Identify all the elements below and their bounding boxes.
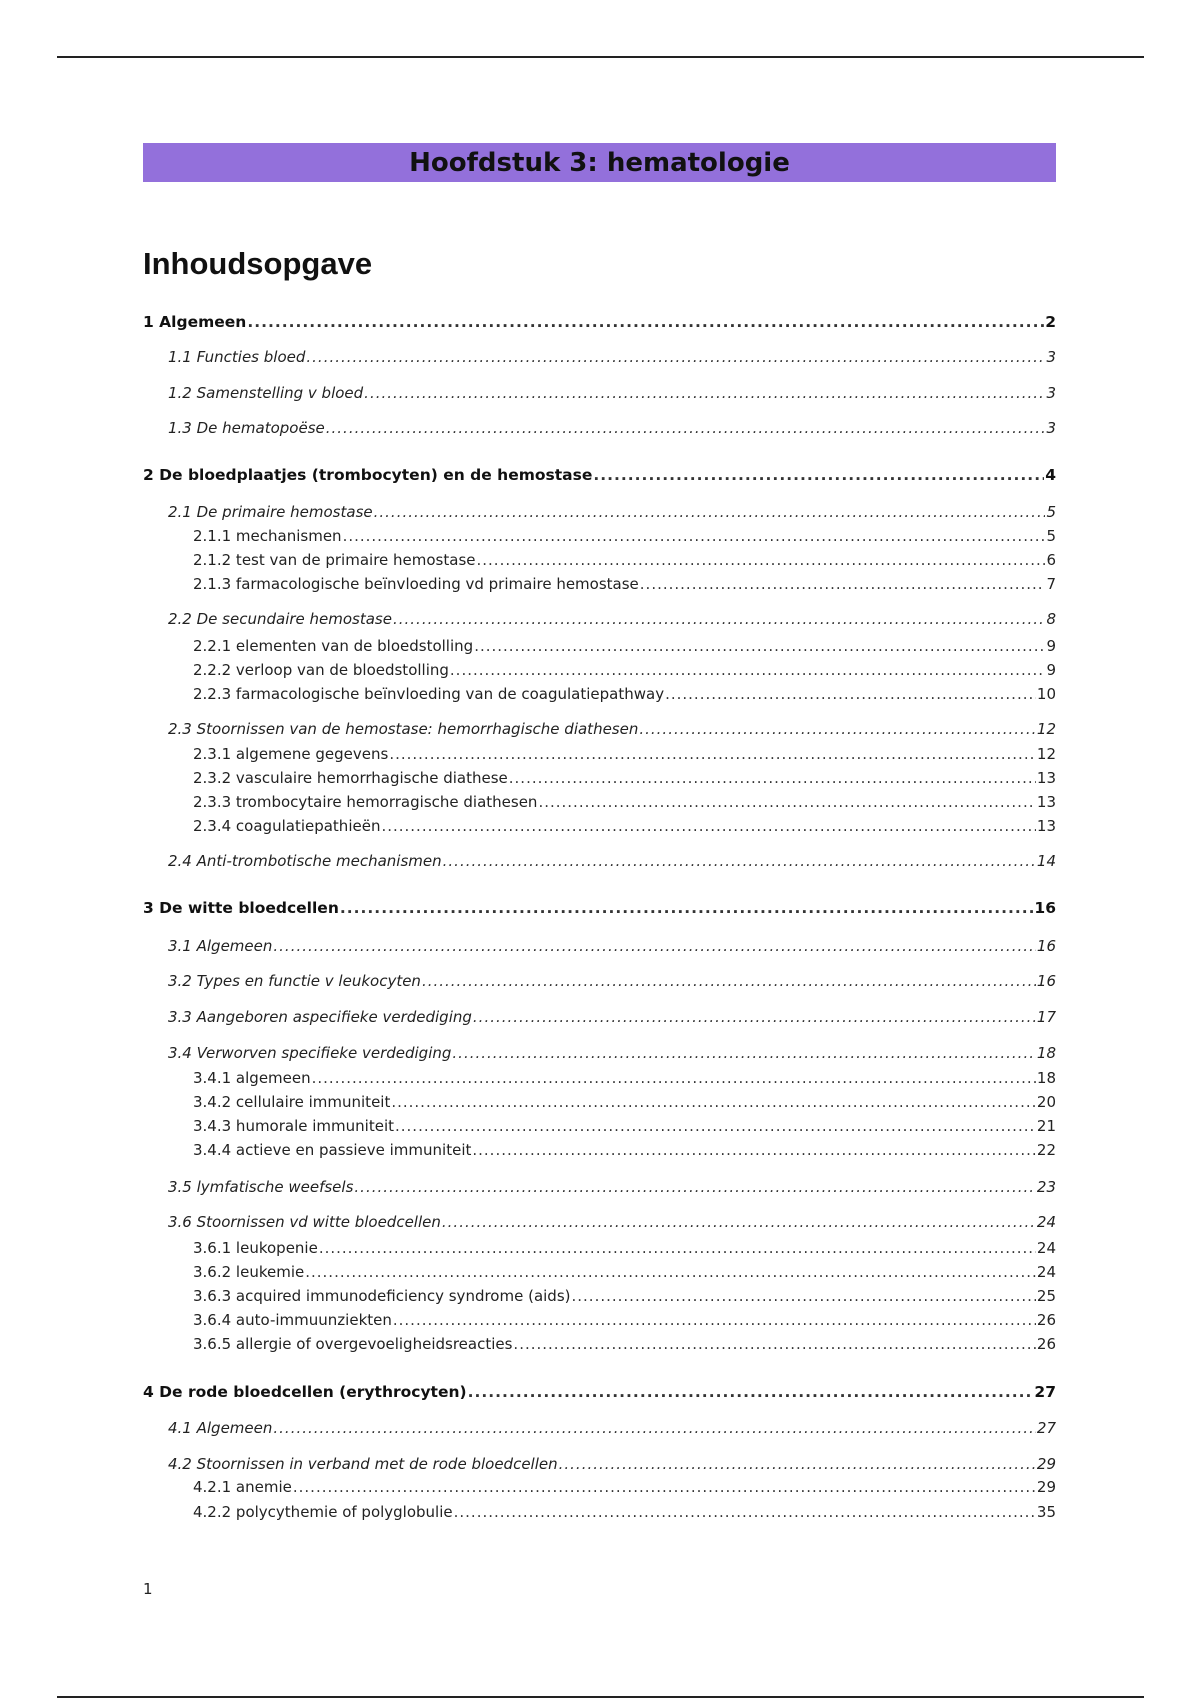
toc-entry[interactable] — [193, 1116, 1056, 1136]
toc-entry-label: 2.1.3 farmacologische beïnvloeding vd primaire hemostase — [193, 575, 639, 593]
chapter-title-bar — [143, 143, 1056, 182]
toc-leader-dots — [640, 574, 1046, 594]
toc-entry-page: 14 — [1036, 852, 1056, 870]
toc-leader-dots — [247, 312, 1044, 332]
toc-leader-dots — [340, 898, 1034, 918]
toc-entry-page: 20 — [1036, 1093, 1056, 1111]
toc-entry-page: 18 — [1036, 1069, 1056, 1087]
toc-entry-page: 10 — [1036, 685, 1056, 703]
toc-entry-page: 12 — [1036, 720, 1056, 738]
toc-leader-dots — [273, 1418, 1036, 1438]
toc-entry[interactable] — [168, 936, 1056, 956]
toc-leader-dots — [393, 609, 1045, 629]
toc-leader-dots — [509, 768, 1036, 788]
toc-leader-dots — [293, 1477, 1036, 1497]
toc-leader-dots — [442, 1212, 1036, 1232]
toc-entry-label: 2.2.2 verloop van de bloedstolling — [193, 661, 449, 679]
toc-entry-page: 22 — [1036, 1141, 1056, 1159]
toc-entry-label: 3.6.2 leukemie — [193, 1263, 305, 1281]
toc-entry[interactable] — [193, 744, 1056, 764]
toc-leader-dots — [343, 526, 1046, 546]
toc-entry[interactable] — [168, 1007, 1056, 1027]
toc-entry-page: 3 — [1046, 419, 1056, 437]
toc-entry-label: 3.3 Aangeboren aspecifieke verdediging — [168, 1008, 472, 1026]
toc-entry[interactable] — [193, 816, 1056, 836]
toc-entry-label: 3.4.4 actieve en passieve immuniteit — [193, 1141, 472, 1159]
toc-entry-page: 29 — [1036, 1455, 1056, 1473]
toc-entry-page: 26 — [1036, 1335, 1056, 1353]
toc-entry[interactable] — [193, 792, 1056, 812]
toc-entry-page: 2 — [1045, 313, 1056, 331]
toc-entry[interactable] — [168, 418, 1056, 438]
toc-leader-dots — [452, 1043, 1036, 1063]
toc-entry-label: 3.5 lymfatische weefsels — [168, 1178, 354, 1196]
toc-entry-page: 13 — [1036, 769, 1056, 787]
toc-entry-label: 3.4.1 algemeen — [193, 1069, 311, 1087]
toc-entry[interactable] — [193, 526, 1056, 546]
toc-entry-label: 3.4.3 humorale immuniteit — [193, 1117, 394, 1135]
toc-leader-dots — [354, 1177, 1036, 1197]
toc-entry-label: 2.2.3 farmacologische beïnvloeding van de coagulatiepathway — [193, 685, 665, 703]
toc-leader-dots — [393, 1310, 1036, 1330]
toc-entry-label: 2.3 Stoornissen van de hemostase: hemorrhagische diathesen — [168, 720, 639, 738]
toc-entry[interactable] — [143, 898, 1056, 918]
toc-entry[interactable] — [168, 383, 1056, 403]
toc-entry-label: 2.3.3 trombocytaire hemorragische diathesen — [193, 793, 538, 811]
toc-entry[interactable] — [193, 636, 1056, 656]
toc-entry[interactable] — [168, 1043, 1056, 1063]
toc-leader-dots — [472, 1140, 1036, 1160]
toc-leader-dots — [473, 1007, 1036, 1027]
toc-leader-dots — [374, 502, 1046, 522]
toc-entry-label: 3.1 Algemeen — [168, 937, 273, 955]
toc-entry[interactable] — [193, 1310, 1056, 1330]
toc-leader-dots — [391, 1092, 1036, 1112]
toc-entry-label: 4 De rode bloedcellen (erythrocyten) — [143, 1383, 467, 1401]
toc-leader-dots — [559, 1454, 1036, 1474]
toc-entry[interactable] — [193, 1477, 1056, 1497]
toc-entry[interactable] — [168, 971, 1056, 991]
toc-entry-page: 25 — [1036, 1287, 1056, 1305]
toc-entry[interactable] — [168, 719, 1056, 739]
toc-entry-label: 2.1.2 test van de primaire hemostase — [193, 551, 476, 569]
toc-entry-page: 3 — [1046, 348, 1056, 366]
toc-entry-label: 4.2 Stoornissen in verband met de rode bloedcellen — [168, 1455, 558, 1473]
toc-entry[interactable] — [193, 660, 1056, 680]
toc-entry[interactable] — [143, 312, 1056, 332]
toc-entry[interactable] — [168, 609, 1056, 629]
toc-entry-page: 29 — [1036, 1478, 1056, 1496]
toc-entry[interactable] — [193, 1286, 1056, 1306]
toc-entry-label: 2.1 De primaire hemostase — [168, 503, 373, 521]
toc-entry[interactable] — [193, 1068, 1056, 1088]
toc-entry-label: 3.6.4 auto-immuunziekten — [193, 1311, 392, 1329]
toc-entry-label: 3.6.5 allergie of overgevoeligheidsreacties — [193, 1335, 513, 1353]
toc-entry-page: 16 — [1034, 899, 1056, 917]
toc-leader-dots — [538, 792, 1035, 812]
toc-entry-page: 4 — [1045, 466, 1056, 484]
toc-entry-page: 8 — [1046, 610, 1056, 628]
toc-leader-dots — [381, 816, 1035, 836]
toc-entry-label: 3 De witte bloedcellen — [143, 899, 339, 917]
toc-entry[interactable] — [168, 347, 1056, 367]
toc-entry-label: 4.1 Algemeen — [168, 1419, 273, 1437]
toc-entry[interactable] — [168, 851, 1056, 871]
toc-entry-page: 16 — [1036, 937, 1056, 955]
toc-entry-label: 1 Algemeen — [143, 313, 247, 331]
toc-entry-page: 27 — [1034, 1383, 1056, 1401]
toc-entry-page: 27 — [1036, 1419, 1056, 1437]
toc-entry-page: 9 — [1046, 637, 1056, 655]
toc-entry[interactable] — [168, 1454, 1056, 1474]
toc-leader-dots — [389, 744, 1036, 764]
toc-leader-dots — [468, 1382, 1034, 1402]
header-rule — [57, 56, 1144, 58]
footer-rule — [57, 1696, 1144, 1698]
toc-leader-dots — [477, 550, 1046, 570]
toc-entry-label: 2.4 Anti-trombotische mechanismen — [168, 852, 442, 870]
toc-leader-dots — [450, 660, 1046, 680]
toc-entry-page: 16 — [1036, 972, 1056, 990]
toc-entry-page: 5 — [1046, 527, 1056, 545]
toc-entry-label: 4.2.1 anemie — [193, 1478, 292, 1496]
toc-entry[interactable] — [193, 1334, 1056, 1354]
toc-entry-page: 17 — [1036, 1008, 1056, 1026]
toc-entry-page: 21 — [1036, 1117, 1056, 1135]
toc-entry-page: 24 — [1036, 1213, 1056, 1231]
toc-leader-dots — [319, 1238, 1036, 1258]
toc-entry-label: 2.3.4 coagulatiepathieën — [193, 817, 381, 835]
toc-entry[interactable] — [193, 1092, 1056, 1112]
toc-entry-page: 23 — [1036, 1178, 1056, 1196]
toc-entry-label: 2.3.2 vasculaire hemorrhagische diathese — [193, 769, 508, 787]
page-number: 1 — [143, 1580, 153, 1598]
toc-entry-page: 7 — [1046, 575, 1056, 593]
toc-entry-page: 18 — [1036, 1044, 1056, 1062]
toc-entry[interactable] — [193, 1140, 1056, 1160]
toc-entry-page: 5 — [1046, 503, 1056, 521]
toc-entry[interactable] — [143, 1382, 1056, 1402]
toc-leader-dots — [326, 418, 1046, 438]
toc-leader-dots — [593, 465, 1044, 485]
toc-leader-dots — [454, 1502, 1036, 1522]
toc-entry-label: 3.6 Stoornissen vd witte bloedcellen — [168, 1213, 441, 1231]
toc-leader-dots — [312, 1068, 1036, 1088]
toc-entry[interactable] — [168, 1418, 1056, 1438]
toc-entry-label: 2 De bloedplaatjes (trombocyten) en de hemostase — [143, 466, 593, 484]
toc-entry-label: 3.4.2 cellulaire immuniteit — [193, 1093, 391, 1111]
toc-leader-dots — [395, 1116, 1036, 1136]
toc-leader-dots — [306, 347, 1045, 367]
toc-entry-label: 2.2.1 elementen van de bloedstolling — [193, 637, 474, 655]
toc-entry[interactable] — [193, 1502, 1056, 1522]
toc-entry-page: 3 — [1046, 384, 1056, 402]
toc-entry[interactable] — [168, 1212, 1056, 1232]
toc-entry[interactable] — [193, 768, 1056, 788]
toc-entry-page: 26 — [1036, 1311, 1056, 1329]
toc-entry-page: 13 — [1036, 793, 1056, 811]
toc-entry-label: 3.2 Types en functie v leukocyten — [168, 972, 421, 990]
toc-entry-label: 3.4 Verworven specifieke verdediging — [168, 1044, 452, 1062]
toc-entry-label: 1.1 Functies bloed — [168, 348, 306, 366]
toc-leader-dots — [665, 684, 1036, 704]
toc-entry-label: 3.6.1 leukopenie — [193, 1239, 318, 1257]
toc-leader-dots — [422, 971, 1036, 991]
toc-leader-dots — [639, 719, 1036, 739]
toc-entry-label: 3.6.3 acquired immunodeficiency syndrome (aids) — [193, 1287, 571, 1305]
toc-entry[interactable] — [168, 502, 1056, 522]
toc-entry[interactable] — [193, 550, 1056, 570]
toc-entry[interactable] — [193, 684, 1056, 704]
toc-entry[interactable] — [193, 1262, 1056, 1282]
toc-leader-dots — [273, 936, 1036, 956]
toc-leader-dots — [443, 851, 1036, 871]
toc-entry-label: 1.3 De hematopoëse — [168, 419, 325, 437]
toc-entry[interactable] — [193, 1238, 1056, 1258]
toc-entry-label: 1.2 Samenstelling v bloed — [168, 384, 364, 402]
toc-entry[interactable] — [168, 1177, 1056, 1197]
toc-entry-label: 2.3.1 algemene gegevens — [193, 745, 389, 763]
toc-entry-page: 24 — [1036, 1263, 1056, 1281]
toc-leader-dots — [572, 1286, 1036, 1306]
toc-leader-dots — [474, 636, 1045, 656]
toc-leader-dots — [513, 1334, 1035, 1354]
toc-entry[interactable] — [193, 574, 1056, 594]
chapter-title: Hoofdstuk 3: hematologie — [409, 147, 790, 178]
toc-heading: Inhoudsopgave — [143, 246, 373, 281]
toc-entry-label: 2.1.1 mechanismen — [193, 527, 342, 545]
toc-leader-dots — [305, 1262, 1036, 1282]
toc-leader-dots — [364, 383, 1045, 403]
toc-entry-page: 24 — [1036, 1239, 1056, 1257]
toc-entry-page: 6 — [1046, 551, 1056, 569]
toc-entry-label: 2.2 De secundaire hemostase — [168, 610, 392, 628]
toc-entry-page: 13 — [1036, 817, 1056, 835]
toc-entry[interactable] — [143, 465, 1056, 485]
toc-entry-label: 4.2.2 polycythemie of polyglobulie — [193, 1503, 453, 1521]
toc-entry-page: 35 — [1036, 1503, 1056, 1521]
toc-entry-page: 12 — [1036, 745, 1056, 763]
toc-entry-page: 9 — [1046, 661, 1056, 679]
